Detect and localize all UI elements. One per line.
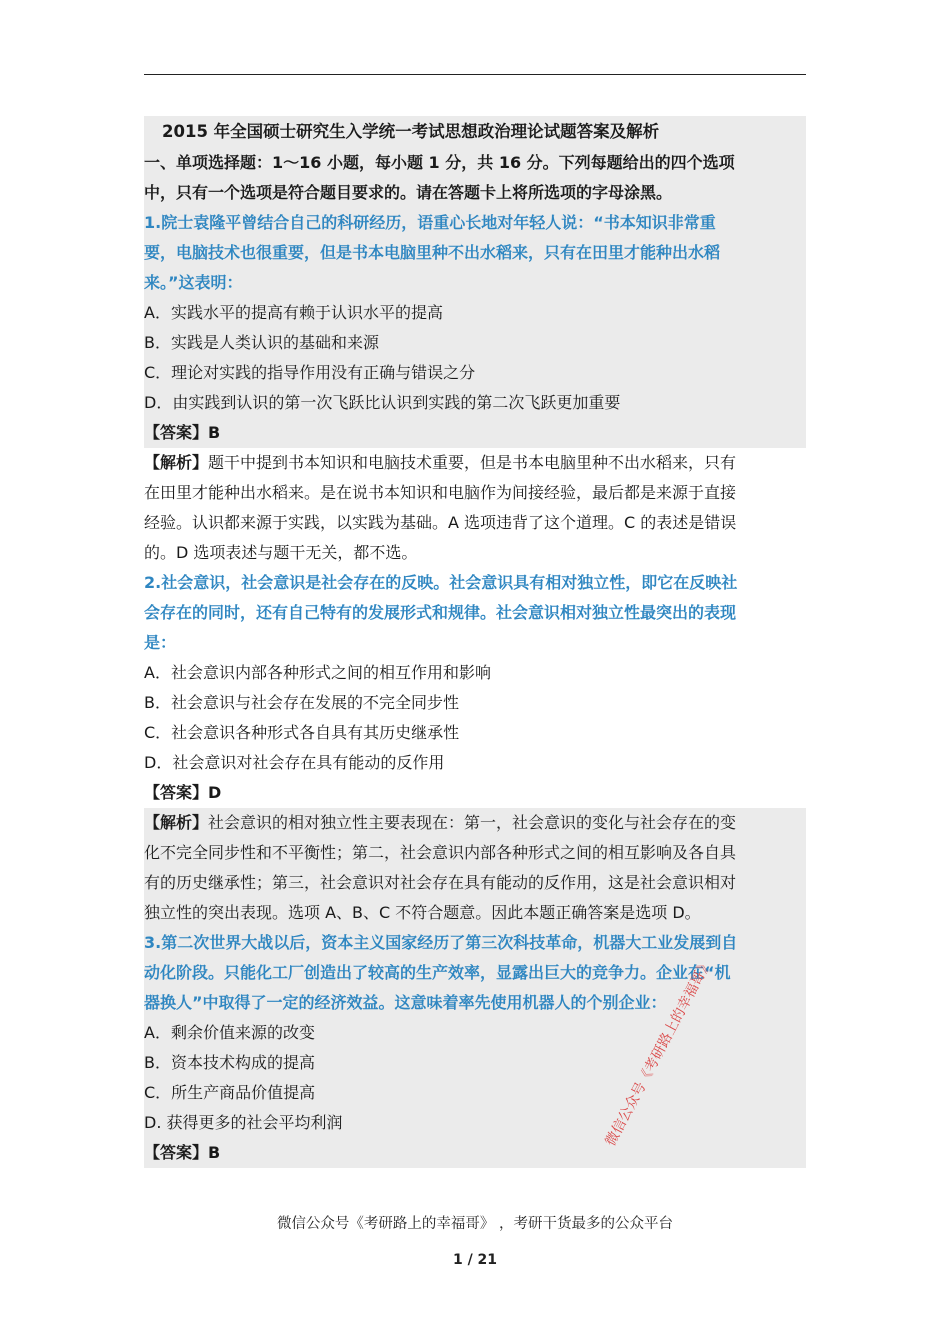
stem-line: 会存在的同时，还有自己特有的发展形式和规律。社会意识相对独立性最突出的表现 [144,603,737,622]
option-c: C．理论对实践的指导作用没有正确与错误之分 [144,363,476,382]
doc-title: 2015 年全国硕士研究生入学统一考试思想政治理论试题答案及解析 [144,116,806,148]
option-c: C．社会意识各种形式各自具有其历史继承性 [144,723,460,742]
footer-text: 微信公众号《考研路上的幸福哥》 ，考研干货最多的公众平台 [276,1216,674,1232]
analysis [144,808,806,928]
stem-line: 要，电脑技术也很重要，但是书本电脑里种不出水稻来，只有在田里才能种出水稻 [144,243,721,262]
analysis-line: 的。D 选项表述与题干无关，都不选。 [144,543,418,562]
section-line: 中，只有一个选项是符合题目要求的。请在答题卡上将所选项的字母涂黑。 [144,183,673,202]
analysis-label: 【解析】 [144,453,209,472]
analysis-line: 题干中提到书本知识和电脑技术重要，但是书本电脑里种不出水稻来，只有 [208,453,737,472]
section-line: 一、单项选择题：1～16 小题，每小题 1 分，共 16 分。下列每题给出的四个选项 [144,153,735,172]
question-stem [144,208,806,298]
analysis [144,448,806,568]
document-body [144,116,806,1168]
option-b: B．实践是人类认识的基础和来源 [144,333,379,352]
option-a: A．社会意识内部各种形式之间的相互作用和影响 [144,663,491,682]
analysis-line: 独立性的突出表现。选项 A、B、C 不符合题意。因此本题正确答案是选项 D。 [144,903,701,922]
option-d: D. 获得更多的社会平均利润 [144,1113,343,1132]
stem-line: 1.院士袁隆平曾结合自己的科研经历，语重心长地对年轻人说：“书本知识非常重 [144,213,716,232]
stem-line: 来。”这表明： [144,273,243,292]
question-stem [144,568,806,658]
stem-line: 是： [144,633,177,652]
analysis-line: 化不完全同步性和不平衡性；第二，社会意识内部各种形式之间的相互影响及各自具 [144,843,737,862]
option-a: A．剩余价值来源的改变 [144,1023,315,1042]
option-d: D．由实践到认识的第一次飞跃比认识到实践的第二次飞跃更加重要 [144,393,621,412]
section-heading [144,148,806,208]
stem-line: 器换人”中取得了一定的经济效益。这意味着率先使用机器人的个别企业： [144,993,667,1012]
question-2 [144,568,806,808]
stem-line: 3.第二次世界大战以后，资本主义国家经历了第三次科技革命，机器大工业发展到自 [144,933,738,952]
analysis-line: 社会意识的相对独立性主要表现在：第一，社会意识的变化与社会存在的变 [208,813,737,832]
option-b: B．社会意识与社会存在发展的不完全同步性 [144,693,459,712]
option-c: C．所生产商品价值提高 [144,1083,316,1102]
answer: 【答案】B [144,423,221,442]
option-a: A．实践水平的提高有赖于认识水平的提高 [144,303,443,322]
option-d: D．社会意识对社会存在具有能动的反作用 [144,753,445,772]
answer: 【答案】B [144,1143,221,1162]
stem-line: 动化阶段。只能化工厂创造出了较高的生产效率，显露出巨大的竞争力。企业在“机 [144,963,731,982]
page-number: 1 / 21 [452,1252,498,1268]
analysis-line: 经验。认识都来源于实践，以实践为基础。A 选项违背了这个道理。C 的表述是错误 [144,513,737,532]
stem-line: 2.社会意识，社会意识是社会存在的反映。社会意识具有相对独立性，即它在反映社 [144,573,738,592]
analysis-label: 【解析】 [144,813,209,832]
answer: 【答案】D [144,783,222,802]
header-rule [144,74,806,75]
analysis-line: 有的历史继承性；第三，社会意识对社会存在具有能动的反作用，这是社会意识相对 [144,873,737,892]
analysis-line: 在田里才能种出水稻来。是在说书本知识和电脑作为间接经验，最后都是来源于直接 [144,483,737,502]
watermark-text: 微信公众号《考研路上的幸福哥》 [602,955,716,1149]
option-b: B．资本技术构成的提高 [144,1053,315,1072]
question-1 [144,208,806,448]
